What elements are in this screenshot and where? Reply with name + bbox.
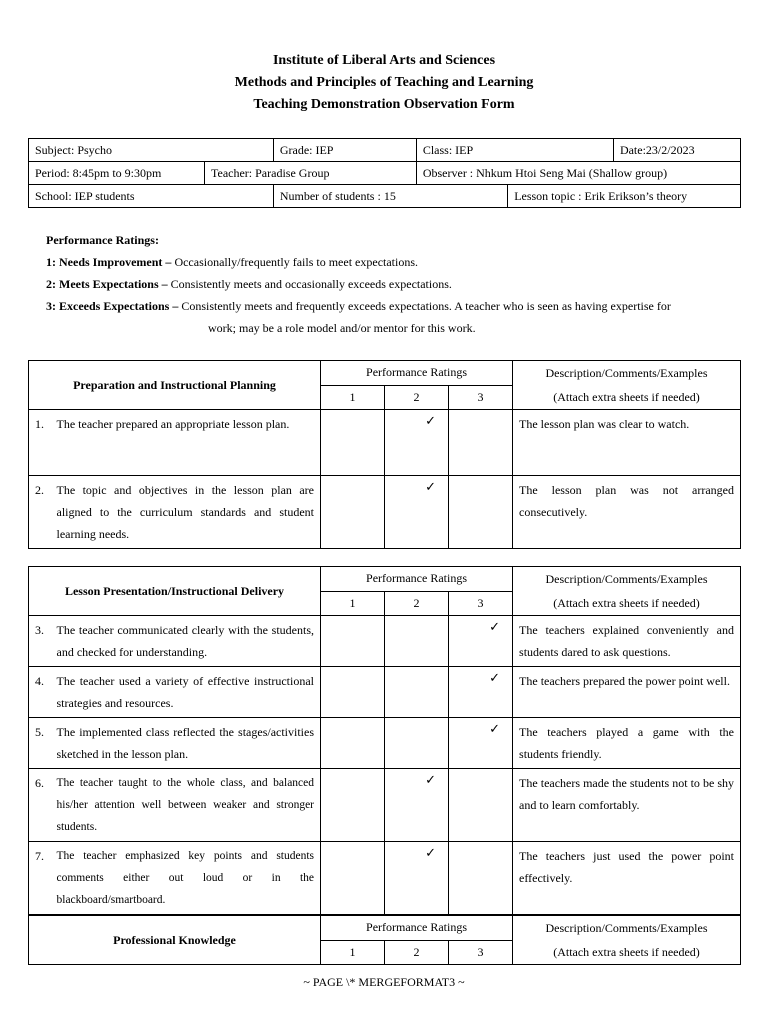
rating-cell-2 bbox=[385, 616, 449, 667]
rating-cell-1 bbox=[321, 410, 385, 476]
table-row bbox=[29, 616, 741, 667]
rating-cell-1 bbox=[321, 842, 385, 915]
item-text: The teacher used a variety of effective instructional strategies and resources. bbox=[51, 667, 321, 718]
table-row bbox=[29, 718, 741, 769]
rating-cell-2 bbox=[385, 410, 449, 476]
perf-ratings-header: Performance Ratings bbox=[321, 361, 513, 386]
attach-label: (Attach extra sheets if needed) bbox=[553, 390, 700, 404]
rating2-text: Consistently meets and occasionally exceeds expectations. bbox=[167, 277, 452, 291]
rating-cell-2 bbox=[385, 476, 449, 549]
item-comment: The teachers made the students not to be shy and to learn comfortably. bbox=[513, 769, 741, 842]
teacher-cell: Teacher: Paradise Group bbox=[205, 162, 417, 185]
section-knowledge-table bbox=[28, 915, 741, 965]
institute-title: Institute of Liberal Arts and Sciences bbox=[272, 53, 496, 68]
item-text: The teacher prepared an appropriate lesson plan. bbox=[51, 410, 321, 476]
ratings-title: Performance Ratings: bbox=[46, 233, 159, 247]
rating-cell-3 bbox=[449, 842, 513, 915]
rating-cell-2 bbox=[385, 667, 449, 718]
rating-cell-1 bbox=[321, 769, 385, 842]
check-icon: ✓ bbox=[489, 670, 501, 685]
description-header bbox=[513, 361, 741, 410]
item-text: The implemented class reflected the stages/activities sketched in the lesson plan. bbox=[51, 718, 321, 769]
perf-ratings-header: Performance Ratings bbox=[321, 567, 513, 592]
description-header bbox=[513, 567, 741, 616]
section-delivery-table bbox=[28, 566, 741, 915]
rating-cell-1 bbox=[321, 718, 385, 769]
topic-cell: Lesson topic : Erik Erikson’s theory bbox=[508, 185, 741, 208]
performance-ratings-legend bbox=[46, 229, 768, 339]
check-icon: ✓ bbox=[489, 721, 501, 736]
students-cell: Number of students : 15 bbox=[273, 185, 507, 208]
rating-cell-3 bbox=[449, 616, 513, 667]
item-comment: The teachers played a game with the students friendly. bbox=[513, 718, 741, 769]
subject-cell: Subject: Psycho bbox=[29, 139, 274, 162]
form-title: Teaching Demonstration Observation Form bbox=[253, 97, 515, 112]
check-icon: ✓ bbox=[425, 772, 437, 787]
rating-cell-3 bbox=[449, 476, 513, 549]
rating1-text: Occasionally/frequently fails to meet expectations. bbox=[171, 255, 419, 269]
section1-title: Preparation and Instructional Planning bbox=[29, 361, 321, 410]
date-cell: Date:23/2/2023 bbox=[613, 139, 740, 162]
rating-col-1: 1 bbox=[321, 385, 385, 410]
rating2-label: 2: Meets Expectations – bbox=[46, 277, 168, 291]
rating-cell-2 bbox=[385, 842, 449, 915]
table-row bbox=[29, 769, 741, 842]
rating-cell-1 bbox=[321, 667, 385, 718]
rating-col-2: 2 bbox=[385, 591, 449, 616]
rating-col-1: 1 bbox=[321, 591, 385, 616]
item-number: 3. bbox=[29, 616, 51, 667]
check-icon: ✓ bbox=[425, 845, 437, 860]
item-comment: The teachers explained conveniently and students dared to ask questions. bbox=[513, 616, 741, 667]
table-row bbox=[29, 410, 741, 476]
page-footer: ~ PAGE \* MERGEFORMAT3 ~ bbox=[303, 975, 465, 989]
rating-cell-3 bbox=[449, 667, 513, 718]
item-comment: The teachers prepared the power point well. bbox=[513, 667, 741, 718]
item-number: 5. bbox=[29, 718, 51, 769]
item-number: 2. bbox=[29, 476, 51, 549]
section-preparation-table bbox=[28, 360, 741, 549]
rating3-text: Consistently meets and frequently exceeds expectations. A teacher who is seen as having expertise for bbox=[178, 299, 671, 313]
rating3-continuation: work; may be a role model and/or mentor for this work. bbox=[208, 321, 476, 335]
section3-title: Professional Knowledge bbox=[29, 916, 321, 965]
info-table bbox=[28, 138, 741, 208]
rating-cell-2 bbox=[385, 718, 449, 769]
rating1-label: 1: Needs Improvement – bbox=[46, 255, 172, 269]
rating3-label: 3: Exceeds Expectations – bbox=[46, 299, 179, 313]
description-header bbox=[513, 916, 741, 965]
rating-cell-2 bbox=[385, 769, 449, 842]
item-comment: The teachers just used the power point effectively. bbox=[513, 842, 741, 915]
rating-col-3: 3 bbox=[449, 940, 513, 965]
description-label: Description/Comments/Examples bbox=[545, 572, 708, 586]
rating-col-2: 2 bbox=[385, 940, 449, 965]
rating-col-2: 2 bbox=[385, 385, 449, 410]
attach-label: (Attach extra sheets if needed) bbox=[553, 596, 700, 610]
item-number: 7. bbox=[29, 842, 51, 915]
table-row bbox=[29, 476, 741, 549]
item-text: The teacher taught to the whole class, and balanced his/her attention well between weaker and stronger students. bbox=[51, 769, 321, 842]
item-text: The teacher communicated clearly with the students, and checked for understanding. bbox=[51, 616, 321, 667]
table-row bbox=[29, 667, 741, 718]
item-text: The teacher emphasized key points and students comments either out loud or in the blackboard/smartboard. bbox=[51, 842, 321, 915]
description-label: Description/Comments/Examples bbox=[545, 921, 708, 935]
item-number: 1. bbox=[29, 410, 51, 476]
item-number: 4. bbox=[29, 667, 51, 718]
check-icon: ✓ bbox=[489, 619, 501, 634]
rating-col-3: 3 bbox=[449, 591, 513, 616]
section2-title: Lesson Presentation/Instructional Delivery bbox=[29, 567, 321, 616]
period-cell: Period: 8:45pm to 9:30pm bbox=[29, 162, 205, 185]
grade-cell: Grade: IEP bbox=[273, 139, 416, 162]
observer-cell: Observer : Nhkum Htoi Seng Mai (Shallow group) bbox=[416, 162, 740, 185]
rating-cell-3 bbox=[449, 410, 513, 476]
rating-cell-3 bbox=[449, 718, 513, 769]
description-label: Description/Comments/Examples bbox=[545, 366, 708, 380]
attach-label: (Attach extra sheets if needed) bbox=[553, 945, 700, 959]
item-comment: The lesson plan was clear to watch. bbox=[513, 410, 741, 476]
perf-ratings-header: Performance Ratings bbox=[321, 916, 513, 941]
rating-cell-3 bbox=[449, 769, 513, 842]
class-cell: Class: IEP bbox=[416, 139, 613, 162]
rating-cell-1 bbox=[321, 616, 385, 667]
item-text: The topic and objectives in the lesson plan are aligned to the curriculum standards and student learning needs. bbox=[51, 476, 321, 549]
course-title: Methods and Principles of Teaching and Learning bbox=[234, 75, 534, 90]
rating-col-1: 1 bbox=[321, 940, 385, 965]
check-icon: ✓ bbox=[425, 479, 436, 494]
form-header bbox=[0, 50, 768, 116]
check-icon: ✓ bbox=[425, 413, 436, 428]
rating-cell-1 bbox=[321, 476, 385, 549]
school-cell: School: IEP students bbox=[29, 185, 274, 208]
rating-col-3: 3 bbox=[449, 385, 513, 410]
item-comment: The lesson plan was not arranged consecutively. bbox=[513, 476, 741, 549]
table-row bbox=[29, 842, 741, 915]
item-number: 6. bbox=[29, 769, 51, 842]
